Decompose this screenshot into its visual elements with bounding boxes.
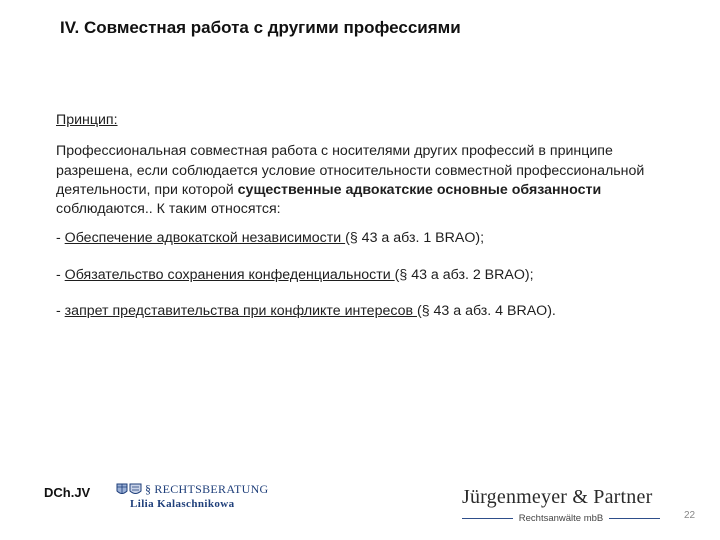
page-number: 22 [684,510,696,521]
list-item [56,302,666,321]
bullet-suffix: (§ 43 а абз. 2 BRAO); [394,266,534,283]
consulting-name: Lilia Kalaschnikowa [130,498,235,510]
bullet-link[interactable]: Обеспечение адвокатской независимости [64,230,346,247]
slide-title: IV. Совместная работа с другими профессиями [60,18,461,37]
consulting-title: RECHTSBERATUNG [154,482,269,496]
consulting-title-row [116,482,269,497]
bullet-link[interactable]: Обязательство сохранения конфеденциальности [64,266,395,283]
bullet-prefix: - [56,266,65,283]
list-item [56,266,666,285]
firm-subtitle-row [462,513,660,524]
firm-divider [462,518,513,519]
consulting-section-sign: § [145,482,152,496]
principle-label: Принцип: [56,112,118,128]
bullet-prefix: - [56,230,65,247]
firm-logo [462,486,660,524]
list-item [56,229,666,248]
footer-org-label: DCh.JV [44,485,91,500]
bullet-suffix: (§ 43 а абз. 4 BRAO). [416,303,556,320]
consulting-logo [116,482,269,510]
paragraph-bold-text: существенные адвокатские основные обязанности [237,181,602,198]
bullet-suffix: (§ 43 а абз. 1 BRAO); [345,230,485,247]
paragraph-text-1: Профессиональная совместная работа с носителями других профессий в принципе разрешена, если соблюдается условие относительности совместной профессиональной деятельности, при которой [56,143,645,198]
bullet-link[interactable]: запрет представительства при конфликте интересов [64,303,417,320]
firm-divider [609,518,660,519]
slide-body [56,111,666,338]
coat-of-arms-icon [116,483,142,497]
firm-name: Jürgenmeyer & Partner [462,486,653,508]
firm-subtitle: Rechtsanwälte mbB [518,513,604,524]
paragraph-text-2: соблюдаются.. К таким относятся: [56,201,281,218]
principle-paragraph [56,142,666,219]
bullet-prefix: - [56,303,65,320]
